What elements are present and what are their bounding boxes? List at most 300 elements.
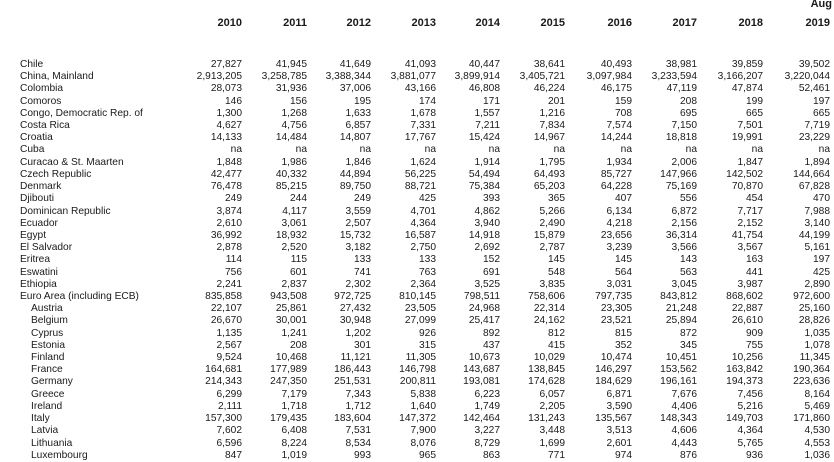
value-cell: 7,331 xyxy=(410,120,436,132)
value-cell: 2,567 xyxy=(216,339,242,351)
value-cell: na xyxy=(230,144,242,156)
value-cell: 23,656 xyxy=(600,229,632,241)
value-cell: 41,754 xyxy=(731,229,763,241)
value-cell: 4,218 xyxy=(606,217,632,229)
value-cell: 30,001 xyxy=(275,315,307,327)
value-cell: 1,847 xyxy=(737,156,763,168)
value-cell: 1,894 xyxy=(804,156,830,168)
value-cell: 41,649 xyxy=(339,59,371,70)
value-cell: 146 xyxy=(225,95,242,107)
value-cell: 36,992 xyxy=(210,229,242,241)
table-row xyxy=(0,96,834,108)
value-cell: 4,701 xyxy=(410,205,436,217)
value-cell: na xyxy=(424,144,436,156)
value-cell: 2,692 xyxy=(474,242,500,254)
value-cell: 1,934 xyxy=(606,156,632,168)
value-cell: 10,474 xyxy=(600,352,632,364)
value-cell: 163,842 xyxy=(726,364,763,376)
value-cell: 812 xyxy=(548,327,565,339)
value-cell: 7,574 xyxy=(606,120,632,132)
value-cell: 2,837 xyxy=(281,278,307,290)
value-cell: 135,567 xyxy=(595,413,632,425)
value-cell: 18,932 xyxy=(275,229,307,241)
value-cell: 201 xyxy=(548,95,565,107)
value-cell: 39,502 xyxy=(798,59,830,70)
value-cell: 4,756 xyxy=(281,120,307,132)
value-cell: 143,687 xyxy=(463,364,500,376)
value-cell: 1,718 xyxy=(281,400,307,412)
value-cell: 798,511 xyxy=(463,290,500,302)
value-cell: 46,224 xyxy=(533,83,565,95)
country-name: Finland xyxy=(31,352,65,364)
value-cell: 28,073 xyxy=(210,83,242,95)
value-cell: 40,447 xyxy=(468,59,500,70)
value-cell: 556 xyxy=(680,193,697,205)
table-row xyxy=(0,267,834,279)
value-cell: 4,606 xyxy=(671,425,697,437)
value-cell: 7,602 xyxy=(216,425,242,437)
value-cell: 756 xyxy=(225,266,242,278)
country-name: Eswatini xyxy=(20,266,58,278)
value-cell: 171,860 xyxy=(793,413,830,425)
value-cell: 4,553 xyxy=(804,437,830,449)
value-cell: 3,220,044 xyxy=(784,71,830,83)
value-cell: 2,601 xyxy=(606,437,632,449)
value-cell: 149,703 xyxy=(726,413,763,425)
value-cell: 2,241 xyxy=(216,278,242,290)
value-cell: 6,057 xyxy=(539,388,565,400)
value-cell: 315 xyxy=(419,339,436,351)
value-cell: 892 xyxy=(483,327,500,339)
value-cell: 3,559 xyxy=(345,205,371,217)
value-cell: 4,627 xyxy=(216,120,242,132)
value-cell: 437 xyxy=(483,339,500,351)
value-cell: 3,940 xyxy=(474,217,500,229)
value-cell: 16,587 xyxy=(404,229,436,241)
value-cell: 1,035 xyxy=(804,327,830,339)
year-header: 2019 xyxy=(805,17,830,29)
value-cell: 974 xyxy=(615,449,632,461)
value-cell: 3,525 xyxy=(474,278,500,290)
value-cell: 133 xyxy=(354,254,371,266)
value-cell: 138,845 xyxy=(528,364,565,376)
value-cell: 563 xyxy=(680,266,697,278)
value-cell: 10,673 xyxy=(468,352,500,364)
value-cell: 909 xyxy=(746,327,763,339)
value-cell: 41,945 xyxy=(275,59,307,70)
value-cell: 22,107 xyxy=(210,303,242,315)
value-cell: 22,887 xyxy=(731,303,763,315)
value-cell: 26,610 xyxy=(731,315,763,327)
value-cell: 42,477 xyxy=(210,168,242,180)
value-cell: 115 xyxy=(290,254,307,266)
table-row xyxy=(0,242,834,254)
value-cell: 4,364 xyxy=(410,217,436,229)
value-cell: 67,828 xyxy=(798,181,830,193)
value-cell: 190,364 xyxy=(793,364,830,376)
value-cell: 6,871 xyxy=(606,388,632,400)
value-cell: 1,986 xyxy=(281,156,307,168)
table-row xyxy=(0,169,834,181)
value-cell: 24,968 xyxy=(468,303,500,315)
value-cell: 145 xyxy=(548,254,565,266)
value-cell: 195 xyxy=(354,95,371,107)
value-cell: 6,223 xyxy=(474,388,500,400)
year-header: 2010 xyxy=(217,17,242,29)
value-cell: na xyxy=(685,144,697,156)
value-cell: 425 xyxy=(813,266,830,278)
value-cell: 22,314 xyxy=(533,303,565,315)
value-cell: 131,243 xyxy=(528,413,565,425)
value-cell: na xyxy=(620,144,632,156)
value-cell: 38,981 xyxy=(665,59,697,70)
value-cell: 14,484 xyxy=(275,132,307,144)
table-row xyxy=(0,59,834,71)
value-cell: 4,406 xyxy=(671,400,697,412)
value-cell: 4,862 xyxy=(474,205,500,217)
value-cell: 186,443 xyxy=(334,364,371,376)
table-row xyxy=(0,352,834,364)
value-cell: 3,388,344 xyxy=(325,71,371,83)
value-cell: 24,162 xyxy=(533,315,565,327)
value-cell: 3,233,594 xyxy=(651,71,697,83)
value-cell: 2,490 xyxy=(539,217,565,229)
value-cell: 1,846 xyxy=(345,156,371,168)
table-row xyxy=(0,279,834,291)
table-row xyxy=(0,157,834,169)
value-cell: 247,350 xyxy=(270,376,307,388)
value-cell: 365 xyxy=(548,193,565,205)
value-cell: 3,097,984 xyxy=(586,71,632,83)
value-cell: 11,345 xyxy=(799,352,830,364)
country-name: Costa Rica xyxy=(20,120,70,132)
value-cell: 159 xyxy=(615,95,632,107)
value-cell: 47,874 xyxy=(731,83,763,95)
value-cell: 2,750 xyxy=(410,242,436,254)
value-cell: 171 xyxy=(483,95,500,107)
value-cell: 7,900 xyxy=(410,425,436,437)
value-cell: 164,681 xyxy=(205,364,242,376)
value-cell: 3,567 xyxy=(737,242,763,254)
value-cell: na xyxy=(295,144,307,156)
value-cell: 7,211 xyxy=(475,120,500,132)
country-name: Cyprus xyxy=(31,327,64,339)
value-cell: 843,812 xyxy=(660,290,697,302)
country-name: Congo, Democratic Rep. of xyxy=(20,107,143,119)
table-row xyxy=(0,438,834,450)
value-cell: 46,808 xyxy=(468,83,500,95)
value-cell: 28,826 xyxy=(798,315,830,327)
value-cell: na xyxy=(553,144,565,156)
value-cell: 54,494 xyxy=(468,168,500,180)
country-name: Eritrea xyxy=(20,254,51,266)
country-name: Denmark xyxy=(20,181,62,193)
value-cell: 156 xyxy=(290,95,307,107)
value-cell: 214,343 xyxy=(205,376,242,388)
value-cell: 2,787 xyxy=(539,242,565,254)
value-cell: 548 xyxy=(548,266,565,278)
value-cell: 52,461 xyxy=(798,83,830,95)
value-cell: 196,161 xyxy=(660,376,697,388)
value-cell: 10,451 xyxy=(665,352,697,364)
table-row xyxy=(0,450,834,462)
table-row xyxy=(0,291,834,303)
value-cell: 7,501 xyxy=(737,120,763,132)
value-cell: 2,302 xyxy=(345,278,371,290)
value-cell: 14,967 xyxy=(533,132,565,144)
value-cell: 691 xyxy=(483,266,500,278)
value-cell: 741 xyxy=(354,266,371,278)
value-cell: 352 xyxy=(615,339,632,351)
value-cell: 965 xyxy=(419,449,436,461)
value-cell: 1,216 xyxy=(539,107,565,119)
value-cell: 197 xyxy=(813,254,830,266)
value-cell: 2,111 xyxy=(218,400,242,412)
value-cell: 8,164 xyxy=(804,388,830,400)
value-cell: 4,443 xyxy=(671,437,697,449)
value-cell: 39,859 xyxy=(731,59,763,70)
value-cell: 835,858 xyxy=(205,290,242,302)
value-cell: 144,664 xyxy=(793,168,830,180)
value-cell: 6,134 xyxy=(606,205,632,217)
value-cell: 3,227 xyxy=(474,425,500,437)
value-cell: 771 xyxy=(548,449,565,461)
table-row xyxy=(0,71,834,83)
value-cell: 2,205 xyxy=(539,400,565,412)
value-cell: 2,507 xyxy=(345,217,371,229)
country-name: Curacao & St. Maarten xyxy=(20,156,124,168)
country-name: Italy xyxy=(31,413,50,425)
value-cell: 1,699 xyxy=(539,437,565,449)
table-row xyxy=(0,364,834,376)
value-cell: 665 xyxy=(746,107,763,119)
value-cell: 193,081 xyxy=(463,376,500,388)
value-cell: 89,750 xyxy=(339,181,371,193)
value-cell: 15,732 xyxy=(339,229,371,241)
value-cell: 3,258,785 xyxy=(261,71,307,83)
country-name: Luxembourg xyxy=(31,449,88,461)
value-cell: 8,534 xyxy=(345,437,371,449)
value-cell: 19,991 xyxy=(731,132,763,144)
value-cell: 5,469 xyxy=(804,400,830,412)
value-cell: 876 xyxy=(680,449,697,461)
value-cell: 3,448 xyxy=(539,425,565,437)
value-cell: 7,150 xyxy=(671,120,697,132)
value-cell: 2,878 xyxy=(216,242,242,254)
value-cell: 5,765 xyxy=(737,437,763,449)
country-name: Ethiopia xyxy=(20,278,57,290)
table-row xyxy=(0,315,834,327)
country-name: Latvia xyxy=(31,425,59,437)
value-cell: 7,719 xyxy=(804,120,830,132)
value-cell: 56,225 xyxy=(404,168,436,180)
value-cell: 114 xyxy=(225,254,242,266)
value-cell: 863 xyxy=(483,449,500,461)
value-cell: 564 xyxy=(615,266,632,278)
value-cell: 3,874 xyxy=(216,205,242,217)
value-cell: 601 xyxy=(290,266,307,278)
value-cell: 142,464 xyxy=(463,413,500,425)
table-row xyxy=(0,340,834,352)
value-cell: 40,332 xyxy=(275,168,307,180)
value-cell: 14,807 xyxy=(339,132,371,144)
value-cell: 10,468 xyxy=(275,352,307,364)
country-name: Ecuador xyxy=(20,217,58,229)
value-cell: 146,297 xyxy=(595,364,632,376)
value-cell: na xyxy=(751,144,763,156)
value-cell: 23,305 xyxy=(600,303,632,315)
country-name: Germany xyxy=(31,376,73,388)
value-cell: 847 xyxy=(225,449,242,461)
value-cell: 5,161 xyxy=(804,242,830,254)
country-name: Ireland xyxy=(31,400,63,412)
value-cell: 1,135 xyxy=(216,327,242,339)
value-cell: na xyxy=(359,144,371,156)
value-cell: 665 xyxy=(813,107,830,119)
country-name: Colombia xyxy=(20,83,64,95)
value-cell: 4,117 xyxy=(282,205,307,217)
table-row xyxy=(0,181,834,193)
value-cell: 2,890 xyxy=(804,278,830,290)
value-cell: 75,169 xyxy=(665,181,697,193)
value-cell: 133 xyxy=(419,254,436,266)
value-cell: 4,530 xyxy=(804,425,830,437)
value-cell: 1,557 xyxy=(474,107,500,119)
country-name: Comoros xyxy=(20,95,62,107)
table-row xyxy=(0,132,834,144)
value-cell: 15,424 xyxy=(468,132,500,144)
value-cell: 815 xyxy=(615,327,632,339)
value-cell: 174,628 xyxy=(528,376,565,388)
year-header: 2012 xyxy=(346,17,371,29)
value-cell: 3,239 xyxy=(606,242,632,254)
value-cell: 37,006 xyxy=(339,83,371,95)
value-cell: 25,861 xyxy=(275,303,307,315)
aug-label: Aug xyxy=(810,0,832,10)
value-cell: 407 xyxy=(615,193,632,205)
table-row xyxy=(0,303,834,315)
value-cell: 143 xyxy=(680,254,697,266)
country-name: Czech Republic xyxy=(20,168,92,180)
country-name: Austria xyxy=(31,303,63,315)
value-cell: 1,300 xyxy=(216,107,242,119)
value-cell: 5,838 xyxy=(410,388,436,400)
value-cell: 425 xyxy=(419,193,436,205)
value-cell: 177,989 xyxy=(270,364,307,376)
country-name: Belgium xyxy=(31,315,68,327)
value-cell: 415 xyxy=(548,339,565,351)
value-cell: 21,248 xyxy=(665,303,697,315)
value-cell: 3,835 xyxy=(539,278,565,290)
value-cell: 3,166,207 xyxy=(717,71,763,83)
value-cell: 2,520 xyxy=(281,242,307,254)
value-cell: 3,881,077 xyxy=(390,71,436,83)
value-cell: 708 xyxy=(615,107,632,119)
value-cell: 1,624 xyxy=(410,156,436,168)
value-cell: 23,229 xyxy=(798,132,830,144)
table-row xyxy=(0,328,834,340)
value-cell: 27,099 xyxy=(404,315,436,327)
value-cell: 152 xyxy=(483,254,500,266)
value-cell: 2,364 xyxy=(410,278,436,290)
year-header: 2015 xyxy=(540,17,565,29)
value-cell: 163 xyxy=(746,254,763,266)
table-row xyxy=(0,120,834,132)
value-cell: 249 xyxy=(225,193,242,205)
table-row xyxy=(0,83,834,95)
value-cell: 14,918 xyxy=(468,229,500,241)
value-cell: 6,857 xyxy=(345,120,371,132)
value-cell: 38,641 xyxy=(533,59,565,70)
value-cell: 3,566 xyxy=(671,242,697,254)
value-cell: 64,493 xyxy=(533,168,565,180)
value-cell: 14,133 xyxy=(210,132,242,144)
value-cell: 763 xyxy=(419,266,436,278)
value-cell: 11,121 xyxy=(340,352,371,364)
value-cell: na xyxy=(818,144,830,156)
table-row xyxy=(0,144,834,156)
value-cell: 441 xyxy=(746,266,763,278)
value-cell: 17,767 xyxy=(404,132,436,144)
table-row xyxy=(0,193,834,205)
country-name: El Salvador xyxy=(20,242,73,254)
value-cell: 3,182 xyxy=(345,242,371,254)
value-cell: 157,300 xyxy=(205,413,242,425)
value-cell: na xyxy=(488,144,500,156)
value-cell: 5,216 xyxy=(737,400,763,412)
value-cell: 301 xyxy=(354,339,371,351)
value-cell: 1,036 xyxy=(804,449,830,461)
value-cell: 972,725 xyxy=(334,290,371,302)
value-cell: 27,432 xyxy=(339,303,371,315)
value-cell: 1,078 xyxy=(804,339,830,351)
value-cell: 926 xyxy=(419,327,436,339)
value-cell: 2,006 xyxy=(671,156,697,168)
value-cell: 6,299 xyxy=(216,388,242,400)
value-cell: 147,966 xyxy=(660,168,697,180)
value-cell: 64,228 xyxy=(600,181,632,193)
value-cell: 7,834 xyxy=(539,120,565,132)
table-row xyxy=(0,425,834,437)
value-cell: 41,093 xyxy=(404,59,436,70)
value-cell: 6,872 xyxy=(671,205,697,217)
value-cell: 145 xyxy=(615,254,632,266)
value-cell: 199 xyxy=(746,95,763,107)
year-header: 2013 xyxy=(411,17,436,29)
value-cell: 15,879 xyxy=(533,229,565,241)
year-header: 2016 xyxy=(607,17,632,29)
value-cell: 70,870 xyxy=(731,181,763,193)
value-cell: 2,913,205 xyxy=(196,71,242,83)
value-cell: 153,562 xyxy=(660,364,697,376)
value-cell: 1,749 xyxy=(474,400,500,412)
value-cell: 244 xyxy=(290,193,307,205)
value-cell: 27,827 xyxy=(210,59,242,70)
country-name: Lithuania xyxy=(31,437,73,449)
value-cell: 9,524 xyxy=(216,352,242,364)
value-cell: 755 xyxy=(746,339,763,351)
value-cell: 1,241 xyxy=(281,327,307,339)
country-name: Estonia xyxy=(31,339,65,351)
value-cell: 251,531 xyxy=(334,376,371,388)
value-cell: 470 xyxy=(813,193,830,205)
value-cell: 184,629 xyxy=(595,376,632,388)
table-row xyxy=(0,401,834,413)
table-row xyxy=(0,108,834,120)
value-cell: 797,735 xyxy=(595,290,632,302)
value-cell: 8,224 xyxy=(281,437,307,449)
value-cell: 88,721 xyxy=(404,181,436,193)
